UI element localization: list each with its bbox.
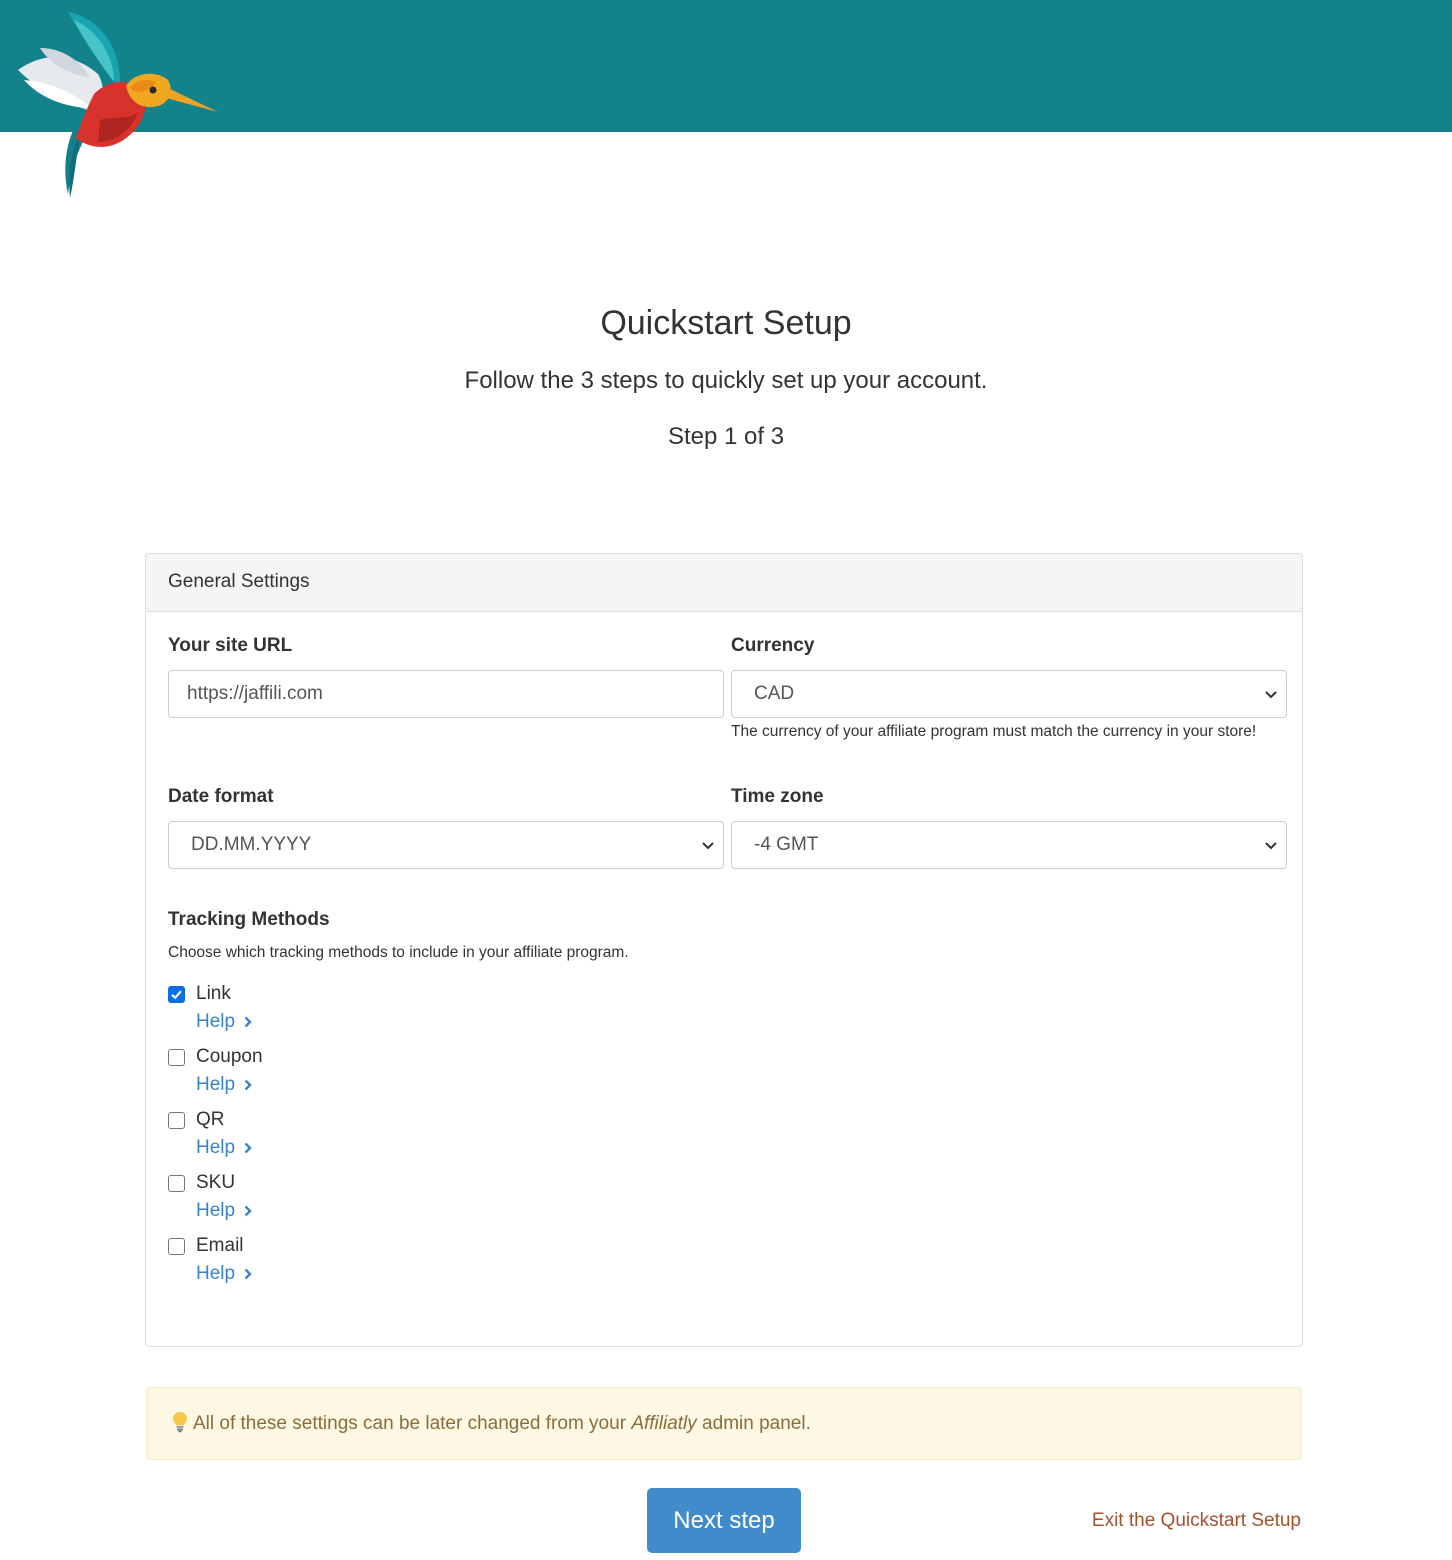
sku-checkbox[interactable] <box>168 1175 185 1192</box>
checkmark-icon <box>170 988 183 1001</box>
tracking-methods-section <box>168 908 868 1295</box>
tracking-method-email <box>168 1232 868 1295</box>
chevron-right-icon <box>243 1016 253 1028</box>
tracking-method-sku <box>168 1169 868 1232</box>
chevron-right-icon <box>243 1268 253 1280</box>
settings-info-alert <box>146 1387 1302 1460</box>
lightbulb-icon <box>171 1411 189 1433</box>
currency-help-text: The currency of your affiliate program must match the currency in your store! <box>731 723 1257 740</box>
time-zone-label: Time zone <box>731 786 824 807</box>
sku-label[interactable]: SKU <box>196 1172 236 1193</box>
link-label[interactable]: Link <box>196 983 231 1004</box>
coupon-help-link[interactable] <box>196 1071 253 1099</box>
tracking-methods-list <box>168 980 868 1295</box>
qr-checkbox[interactable] <box>168 1112 185 1129</box>
time-zone-selected-value: -4 GMT <box>754 834 819 855</box>
site-url-label: Your site URL <box>168 635 293 656</box>
date-format-selected-value: DD.MM.YYYY <box>191 834 312 855</box>
help-link-label: Help <box>196 1074 236 1095</box>
alert-text-after: admin panel. <box>696 1413 811 1434</box>
site-url-input[interactable]: https://jaffili.com <box>168 670 724 718</box>
currency-label: Currency <box>731 635 815 656</box>
currency-field <box>731 634 1287 744</box>
help-link-label: Help <box>196 1137 236 1158</box>
tracking-methods-heading: Tracking Methods <box>168 909 330 930</box>
step-indicator: Step 1 of 3 <box>667 423 785 450</box>
tracking-method-qr <box>168 1106 868 1169</box>
currency-selected-value: CAD <box>754 683 795 704</box>
chevron-right-icon <box>243 1205 253 1217</box>
tracking-method-link <box>168 980 868 1043</box>
alert-brand: Affiliatly <box>631 1413 697 1434</box>
chevron-down-icon <box>701 838 715 852</box>
hummingbird-logo-icon <box>10 8 220 200</box>
date-format-label: Date format <box>168 786 274 807</box>
email-label[interactable]: Email <box>196 1235 244 1256</box>
chevron-right-icon <box>243 1142 253 1154</box>
page-subtitle: Follow the 3 steps to quickly set up your account. <box>464 367 988 394</box>
alert-text-before: All of these settings can be later changed from your <box>193 1413 632 1434</box>
page-title: Quickstart Setup <box>600 304 852 342</box>
link-checkbox[interactable] <box>168 986 185 1003</box>
qr-help-link[interactable] <box>196 1134 253 1162</box>
chevron-right-icon <box>243 1079 253 1091</box>
link-help-link[interactable] <box>196 1008 253 1036</box>
panel-heading: General Settings <box>146 554 1302 612</box>
email-help-link[interactable] <box>196 1260 253 1288</box>
time-zone-field <box>731 785 1287 869</box>
email-checkbox[interactable] <box>168 1238 185 1255</box>
qr-label[interactable]: QR <box>196 1109 225 1130</box>
time-zone-select[interactable] <box>731 821 1287 869</box>
date-format-select[interactable] <box>168 821 724 869</box>
coupon-label[interactable]: Coupon <box>196 1046 263 1067</box>
tracking-methods-description: Choose which tracking methods to include in your affiliate program. <box>168 944 629 961</box>
site-url-field <box>168 634 724 718</box>
currency-select[interactable] <box>731 670 1287 718</box>
coupon-checkbox[interactable] <box>168 1049 185 1066</box>
next-step-button[interactable]: Next step <box>647 1488 801 1553</box>
tracking-method-coupon <box>168 1043 868 1106</box>
help-link-label: Help <box>196 1011 236 1032</box>
help-link-label: Help <box>196 1263 236 1284</box>
exit-quickstart-link[interactable]: Exit the Quickstart Setup <box>1091 1510 1301 1531</box>
chevron-down-icon <box>1264 687 1278 701</box>
help-link-label: Help <box>196 1200 236 1221</box>
date-format-field <box>168 785 724 869</box>
chevron-down-icon <box>1264 838 1278 852</box>
sku-help-link[interactable] <box>196 1197 253 1225</box>
general-settings-panel <box>145 553 1303 1347</box>
